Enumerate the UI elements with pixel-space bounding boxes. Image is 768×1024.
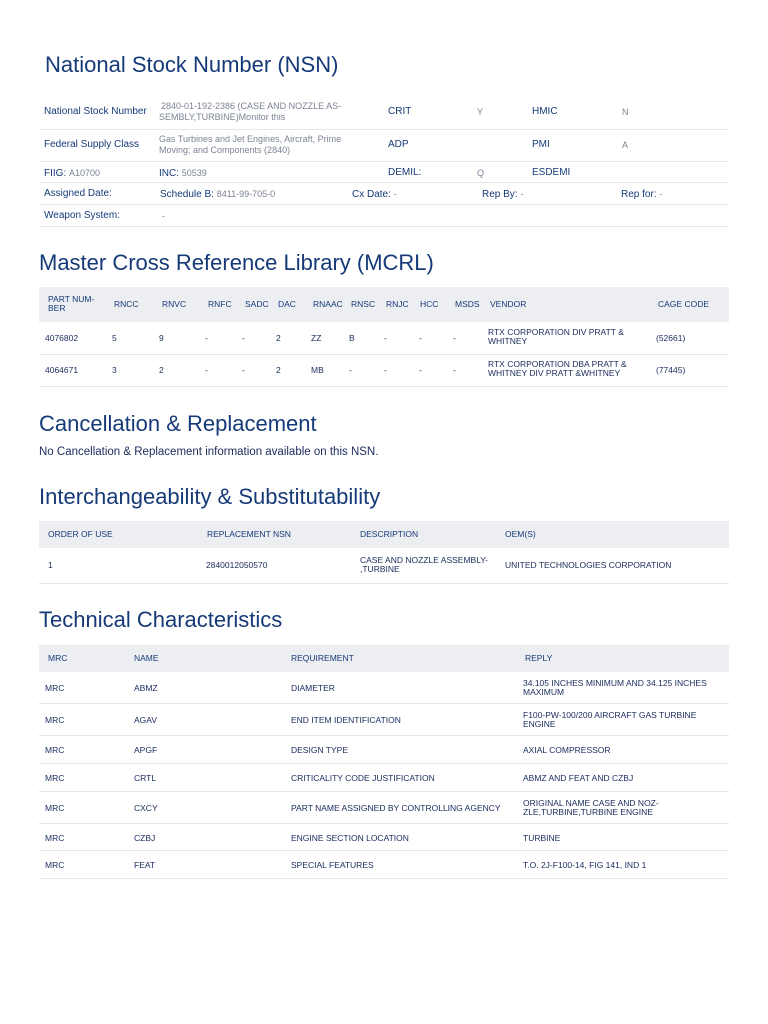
mcrl-title: Master Cross Reference Library (MCRL) [39, 250, 434, 275]
vendor-line2: WHITNEY [488, 336, 528, 346]
table-row [39, 851, 729, 879]
cx-date-value: - [393, 189, 397, 199]
vendor-line1: RTX CORPORATION DBA PRATT & [488, 359, 627, 369]
vendor-line2: WHITNEY DIV PRATT &WHITNEY [488, 368, 621, 378]
nsn-label: National Stock Number [44, 106, 147, 117]
rncc: 3 [112, 365, 117, 375]
weapon-row [39, 205, 729, 227]
part-number: 4064671 [45, 365, 79, 375]
col-requirement: REQUIREMENT [291, 653, 354, 663]
table-row [39, 792, 729, 824]
col-cage-code: CAGE CODE [658, 299, 710, 309]
nsn-value-line1: 2840-01-192-2386 (CASE AND NOZZLE AS- [161, 101, 342, 111]
table-row [39, 672, 729, 704]
col-dac: DAC [278, 299, 296, 309]
hcc: - [419, 333, 422, 343]
description-line1: CASE AND NOZZLE ASSEMBLY- [360, 555, 489, 565]
requirement: END ITEM IDENTIFICATION [291, 715, 401, 725]
col-description: DESCRIPTION [360, 529, 419, 539]
technical-table [39, 645, 729, 879]
nsn-info-block [39, 96, 729, 228]
reply-line1: 34.105 INCHES MINIMUM AND 34.125 INCHES [523, 678, 707, 688]
requirement: DIAMETER [291, 683, 335, 693]
cx-date-label: Cx Date: [352, 189, 391, 200]
rep-by-value: - [520, 189, 524, 199]
reply: TURBINE [523, 833, 561, 843]
requirement: ENGINE SECTION LOCATION [291, 833, 409, 843]
rnfc: - [205, 333, 208, 343]
table-row [39, 322, 729, 355]
col-sadc: SADC [245, 299, 269, 309]
name: AGAV [134, 715, 157, 725]
replacement-nsn: 2840012050570 [206, 560, 268, 570]
col-msds: MSDS [455, 299, 480, 309]
table-row [39, 548, 729, 584]
table-row [39, 355, 729, 387]
dates-row [39, 183, 729, 205]
cx-date-field [352, 189, 397, 200]
table-row [39, 736, 729, 764]
col-rnjc: RNJC [386, 299, 409, 309]
esdemi-label: ESDEMI [532, 167, 571, 178]
mrc: MRC [45, 715, 65, 725]
col-hcc: HCC [420, 299, 439, 309]
reply-line2: MAXIMUM [523, 687, 565, 697]
rnjc: - [384, 365, 387, 375]
col-part-number-2: BER [48, 303, 66, 313]
msds: - [453, 333, 456, 343]
inc-label: INC: [159, 168, 179, 179]
schedule-b-field [160, 189, 275, 200]
pmi-label: PMI [532, 139, 550, 150]
crit-label: CRIT [388, 106, 412, 117]
cage-code: (77445) [656, 365, 686, 375]
nsn-row [39, 96, 729, 130]
name: CZBJ [134, 833, 156, 843]
schedule-b-label: Schedule B: [160, 189, 214, 200]
mrc: MRC [45, 745, 65, 755]
requirement: SPECIAL FEATURES [291, 860, 374, 870]
mrc: MRC [45, 833, 65, 843]
col-vendor: VENDOR [490, 299, 527, 309]
cancellation-text: No Cancellation & Replacement information available on this NSN. [39, 446, 379, 458]
col-rnaac: RNAAC [313, 299, 343, 309]
technical-header-row [39, 645, 729, 672]
demil-value: Q [477, 168, 485, 178]
col-rnvc: RNVC [162, 299, 187, 309]
rnsc: - [349, 365, 352, 375]
table-row [39, 764, 729, 792]
name: CXCY [134, 803, 158, 813]
reply: ABMZ AND FEAT AND CZBJ [523, 773, 634, 783]
col-reply: REPLY [525, 653, 553, 663]
col-name: NAME [134, 653, 159, 663]
weapon-system-value: - [162, 211, 165, 221]
rnjc: - [384, 333, 387, 343]
sadc: - [242, 365, 245, 375]
reply: T.O. 2J-F100-14, FIG 141, IND 1 [523, 860, 647, 870]
hmic-value: N [622, 107, 629, 117]
cage-code: (52661) [656, 333, 686, 343]
description-line2: ,TURBINE [360, 564, 400, 574]
reply-line1: ORIGINAL NAME CASE AND NOZ- [523, 798, 659, 808]
sadc: - [242, 333, 245, 343]
assigned-date-label: Assigned Date: [44, 188, 112, 199]
mcrl-header-row [39, 287, 729, 322]
col-mrc: MRC [48, 653, 68, 663]
adp-label: ADP [388, 139, 409, 150]
mrc: MRC [45, 803, 65, 813]
requirement: DESIGN TYPE [291, 745, 348, 755]
fiig-field [44, 168, 100, 179]
col-replacement-nsn: REPLACEMENT NSN [207, 529, 291, 539]
interchange-title: Interchangeability & Substitutability [39, 484, 381, 509]
name: CRTL [134, 773, 157, 783]
part-number: 4076802 [45, 333, 79, 343]
weapon-system-label: Weapon System: [44, 210, 120, 221]
rep-for-field [621, 189, 662, 200]
page-title: National Stock Number (NSN) [45, 52, 339, 77]
dac: 2 [276, 333, 281, 343]
rnvc: 2 [159, 365, 164, 375]
rnvc: 9 [159, 333, 164, 343]
fsc-label: Federal Supply Class [44, 139, 140, 150]
order-of-use: 1 [48, 560, 53, 570]
vendor-line1: RTX CORPORATION DIV PRATT & [488, 327, 624, 337]
table-row [39, 824, 729, 851]
inc-field [159, 168, 207, 179]
rnsc: B [349, 333, 355, 343]
inc-value: 50539 [181, 168, 207, 178]
name: APGF [134, 745, 158, 755]
rncc: 5 [112, 333, 117, 343]
col-rnsc: RNSC [351, 299, 376, 309]
col-rncc: RNCC [114, 299, 139, 309]
pmi-value: A [622, 140, 629, 150]
technical-title: Technical Characteristics [39, 607, 283, 632]
fsc-value-line1: Gas Turbines and Jet Engines, Aircraft, Prime [159, 134, 342, 144]
reply: AXIAL COMPRESSOR [523, 745, 611, 755]
interchange-table [39, 521, 729, 584]
fsc-value-line2: Moving; and Components (2840) [159, 145, 291, 155]
mrc: MRC [45, 683, 65, 693]
table-row [39, 704, 729, 736]
demil-label: DEMIL: [388, 167, 422, 178]
hcc: - [419, 365, 422, 375]
rep-for-label: Rep for: [621, 189, 657, 200]
schedule-b-value: 8411-99-705-0 [216, 189, 276, 199]
fiig-label: FIIG: [44, 168, 67, 179]
requirement: CRITICALITY CODE JUSTIFICATION [291, 773, 435, 783]
interchange-header-row [39, 521, 729, 548]
fiig-value: A10700 [69, 168, 101, 178]
oem: UNITED TECHNOLOGIES CORPORATION [505, 560, 672, 570]
cancellation-title: Cancellation & Replacement [39, 411, 317, 436]
col-rnfc: RNFC [208, 299, 232, 309]
reply-line2: ENGINE [523, 719, 556, 729]
reply-line1: F100-PW-100/200 AIRCRAFT GAS TURBINE [523, 710, 697, 720]
col-part-number-1: PART NUM- [48, 294, 95, 304]
rep-for-value: - [659, 189, 663, 199]
fiig-row [39, 162, 729, 183]
mrc: MRC [45, 773, 65, 783]
dac: 2 [276, 365, 281, 375]
hmic-label: HMIC [532, 106, 558, 117]
rnaac: MB [311, 365, 324, 375]
rnaac: ZZ [311, 333, 322, 343]
rep-by-field [482, 189, 523, 200]
crit-value: Y [477, 107, 484, 117]
msds: - [453, 365, 456, 375]
mrc: MRC [45, 860, 65, 870]
rep-by-label: Rep By: [482, 189, 518, 200]
requirement: PART NAME ASSIGNED BY CONTROLLING AGENCY [291, 803, 501, 813]
rnfc: - [205, 365, 208, 375]
reply-line2: ZLE,TURBINE,TURBINE ENGINE [523, 807, 653, 817]
col-order-of-use: ORDER OF USE [48, 529, 113, 539]
name: ABMZ [134, 683, 158, 693]
fsc-row [39, 130, 729, 162]
mcrl-table [39, 287, 729, 387]
col-oems: OEM(S) [505, 529, 536, 539]
nsn-value-line2: SEMBLY,TURBINE)Monitor this [159, 112, 286, 122]
name: FEAT [134, 860, 156, 870]
